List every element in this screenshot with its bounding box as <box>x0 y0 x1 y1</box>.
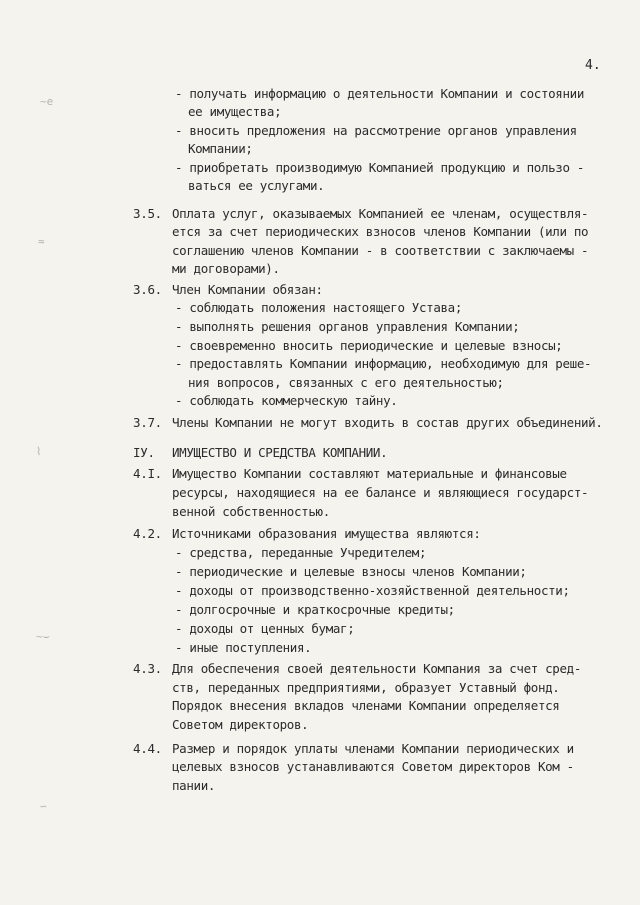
text-line: ется за счет периодических взносов членов Компании (или по <box>172 224 589 239</box>
text-line: - вносить предложения на рассмотрение органов управления <box>175 123 577 138</box>
text-line: - соблюдать положения настоящего Устава; <box>175 300 463 315</box>
text-line: соглашению членов Компании - в соответствии с заключаемы - <box>172 243 589 258</box>
text-line: Советом директоров. <box>172 717 309 732</box>
margin-mark: ~⌣ <box>36 630 50 643</box>
text-line: ств, переданных предприятиями, образует Уставный фонд. <box>172 680 560 695</box>
text-line: - доходы от ценных бумаг; <box>175 621 355 636</box>
text-line: ресурсы, находящиеся на ее балансе и являющиеся государст- <box>172 485 589 500</box>
text-line: пании. <box>172 778 216 793</box>
text-line: ния вопросов, связанных с его деятельностью; <box>188 375 504 390</box>
text-line: ми договорами). <box>172 261 280 276</box>
margin-mark: ∽ <box>40 800 47 813</box>
text-line: - доходы от производственно-хозяйственной деятельности; <box>175 583 570 598</box>
section-number: 3.5. <box>133 206 162 221</box>
text-line: - периодические и целевые взносы членов Компании; <box>175 564 527 579</box>
text-line: целевых взносов устанавливаются Советом директоров Ком - <box>172 759 574 774</box>
section-number: 4.3. <box>133 661 162 676</box>
text-line: - долгосрочные и краткосрочные кредиты; <box>175 602 455 617</box>
text-line: - соблюдать коммерческую тайну. <box>175 393 398 408</box>
section-line: Оплата услуг, оказываемых Компанией ее членам, осуществля- <box>172 206 589 221</box>
section-line: Для обеспечения своей деятельности Компания за счет сред- <box>172 661 582 676</box>
section-number: 4.I. <box>133 466 162 481</box>
margin-mark: ⌇ <box>36 445 42 458</box>
text-line: - средства, переданные Учредителем; <box>175 545 427 560</box>
text-line: ее имущества; <box>188 104 282 119</box>
margin-mark: ≈ <box>38 235 45 248</box>
text-line: - предоставлять Компании информацию, необходимую для реше- <box>175 356 592 371</box>
text-line: - выполнять решения органов управления Компании; <box>175 319 520 334</box>
section-line: Члены Компании не могут входить в состав других объединений. <box>172 415 603 430</box>
text-line: Компании; <box>188 141 253 156</box>
text-line: ваться ее услугами. <box>188 178 325 193</box>
text-line: венной собственностью. <box>172 504 330 519</box>
section-line: Член Компании обязан: <box>172 282 323 297</box>
section-number: 4.2. <box>133 526 162 541</box>
section-line: Источниками образования имущества являются: <box>172 526 481 541</box>
text-line: - своевременно вносить периодические и целевые взносы; <box>175 338 563 353</box>
section-line: Имущество Компании составляют материальные и финансовые <box>172 466 567 481</box>
text-line: - приобретать производимую Компанией продукцию и пользо - <box>175 160 585 175</box>
text-line: Порядок внесения вкладов членами Компании определяется <box>172 698 560 713</box>
margin-mark: ~e <box>40 95 54 108</box>
section-number: IУ. <box>133 445 155 460</box>
section-number: 3.6. <box>133 282 162 297</box>
page-number: 4. <box>585 58 601 73</box>
section-number: 4.4. <box>133 741 162 756</box>
text-line: - иные поступления. <box>175 640 312 655</box>
section-line: ИМУЩЕСТВО И СРЕДСТВА КОМПАНИИ. <box>172 445 388 460</box>
section-number: 3.7. <box>133 415 162 430</box>
section-line: Размер и порядок уплаты членами Компании периодических и <box>172 741 574 756</box>
text-line: - получать информацию о деятельности Компании и состоянии <box>175 86 585 101</box>
